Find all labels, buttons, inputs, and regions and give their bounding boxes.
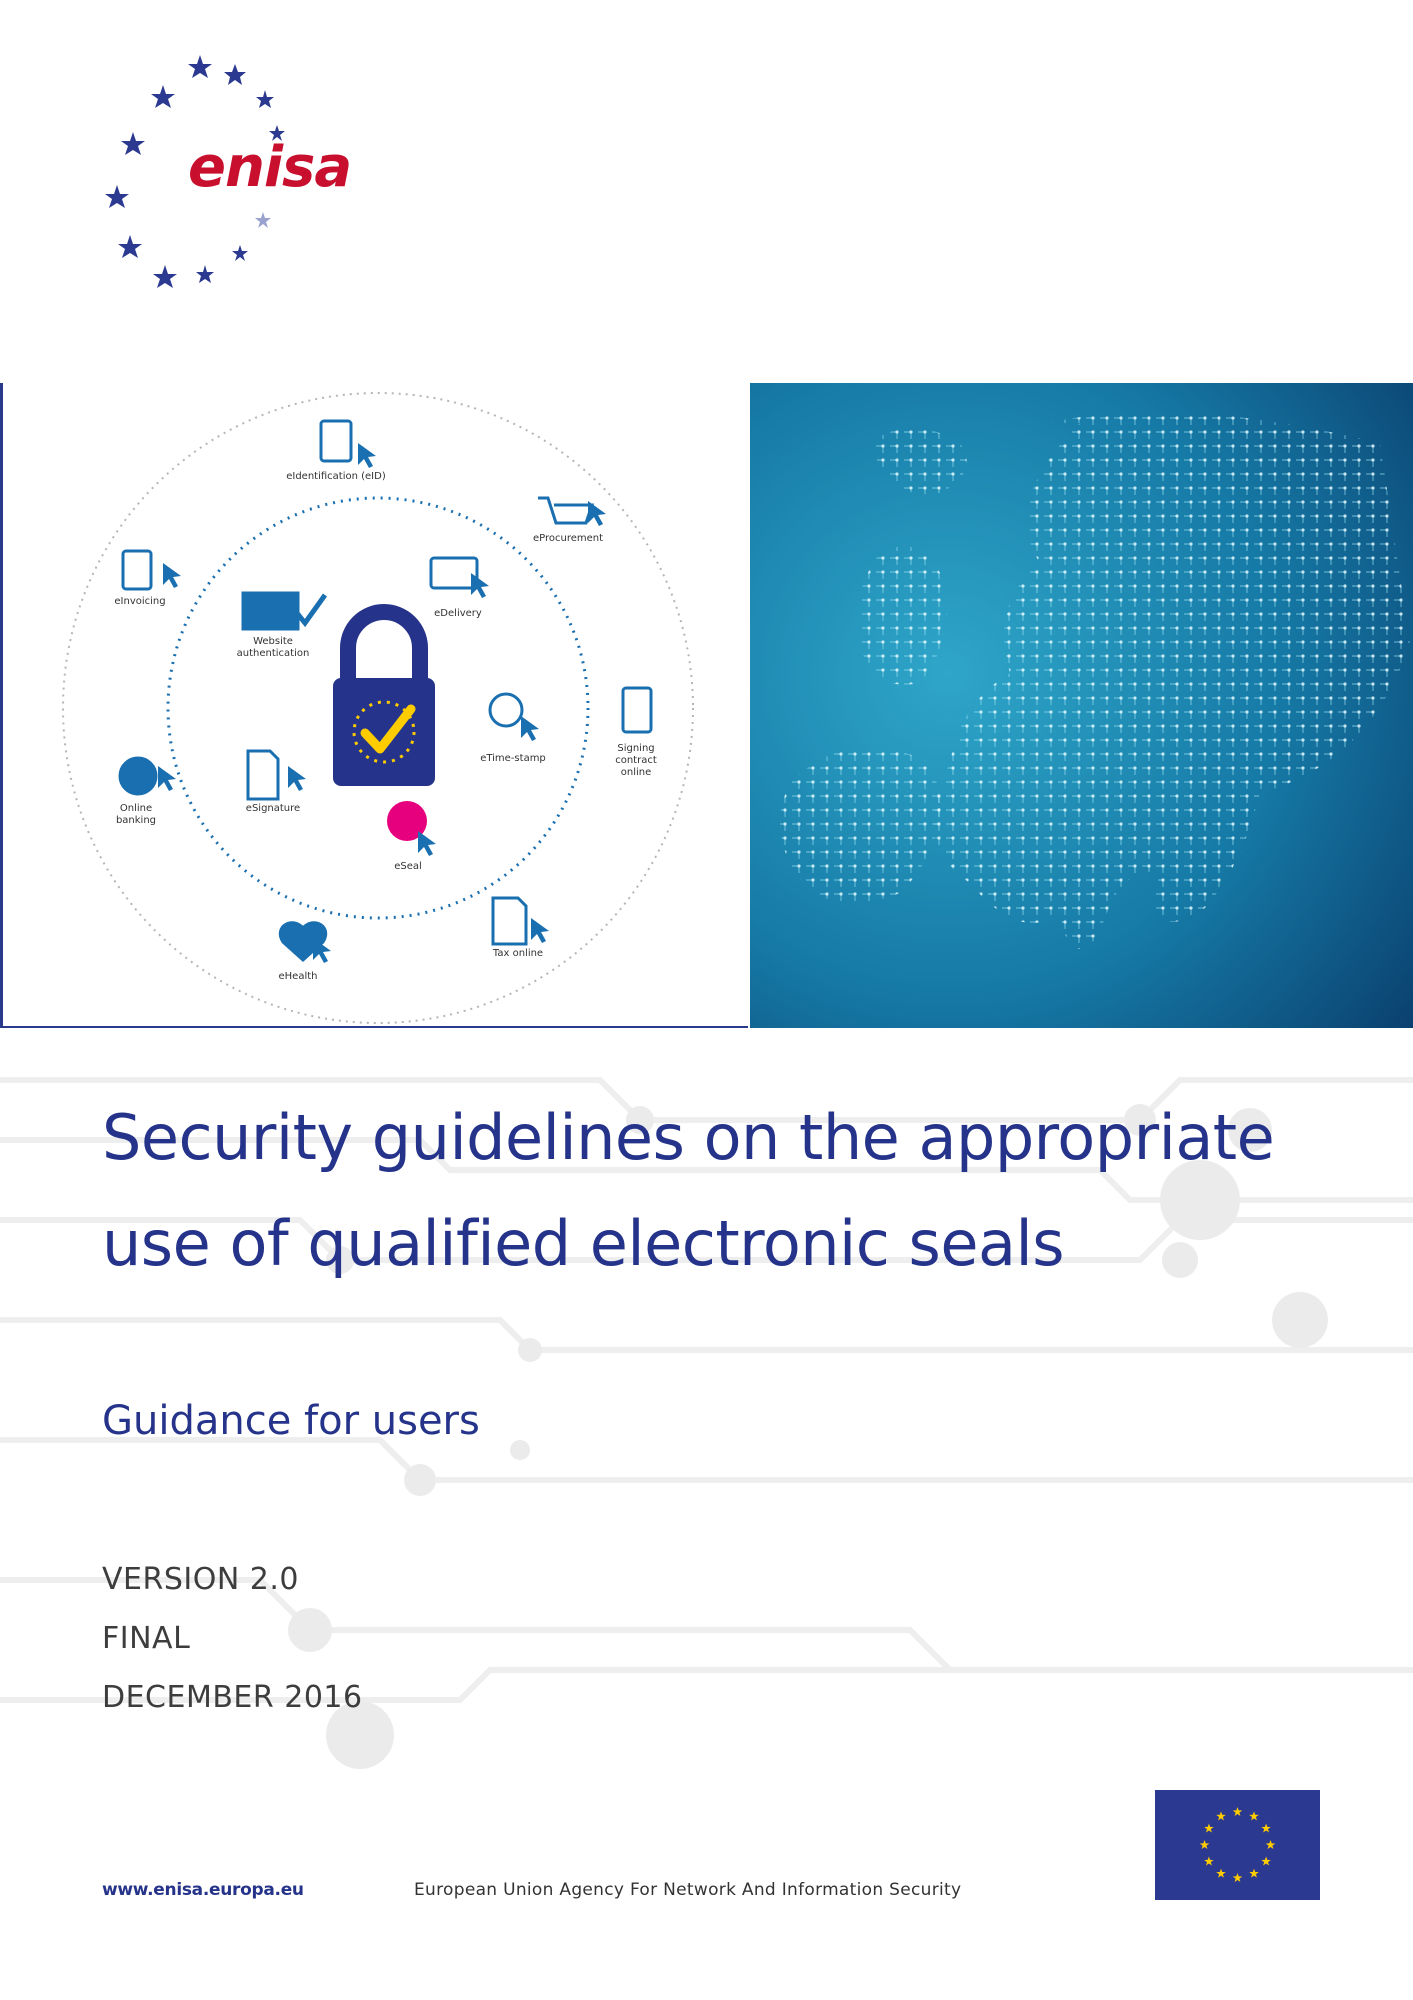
- service-label: eSignature: [245, 803, 301, 814]
- cursor-icon: [531, 918, 549, 943]
- service-label: Online banking: [115, 803, 157, 826]
- services-diagram: [0, 383, 748, 1028]
- heart-pulse-icon: [280, 923, 325, 960]
- logo-star-icon: [232, 245, 248, 261]
- tablet-pen-icon: [623, 688, 651, 732]
- signature-pen-icon: [248, 751, 278, 799]
- euro-document-icon: [123, 551, 151, 589]
- service-label: eProcurement: [532, 533, 604, 544]
- envelope-icon: [431, 558, 477, 588]
- agency-name: European Union Agency For Network And Information Security: [414, 1880, 962, 1900]
- page-subtitle: Guidance for users: [102, 1398, 480, 1444]
- service-label: eDelivery: [434, 608, 482, 619]
- monitor-check-icon: [243, 593, 298, 629]
- status-label: FINAL: [102, 1621, 191, 1656]
- service-label: eHealth: [278, 971, 318, 982]
- logo-star-icon: [224, 64, 246, 85]
- website-link[interactable]: www.enisa.europa.eu: [102, 1880, 304, 1900]
- cursor-icon: [163, 563, 181, 588]
- service-label: eSeal: [394, 861, 422, 872]
- cursor-icon: [471, 573, 489, 598]
- cursor-icon: [521, 716, 539, 741]
- cursor-icon: [158, 766, 176, 791]
- percent-document-icon: [493, 898, 526, 944]
- date-label: DECEMBER 2016: [102, 1680, 363, 1715]
- service-label: eInvoicing: [114, 596, 166, 607]
- service-label: Signing contract online: [615, 743, 657, 778]
- logo-star-icon: [151, 85, 175, 108]
- logo-star-icon: [196, 265, 214, 283]
- coins-icon: [120, 758, 156, 794]
- eu-flag-icon: [1155, 1790, 1320, 1900]
- shopping-cart-icon: [538, 498, 592, 523]
- cursor-icon: [588, 501, 606, 526]
- clock-icon: [490, 694, 522, 726]
- logo-star-icon: [256, 90, 274, 108]
- cursor-icon: [288, 766, 306, 791]
- enisa-logo-text: enisa: [188, 135, 352, 200]
- service-label: eTime-stamp: [480, 753, 546, 764]
- version-label: VERSION 2.0: [102, 1562, 300, 1597]
- page-title: Security guidelines on the appropriate use of qualified electronic seals: [102, 1101, 1275, 1280]
- service-label: eIdentification (eID): [286, 471, 386, 482]
- id-card-icon: [321, 421, 351, 461]
- logo-star-icon: [118, 235, 142, 258]
- cursor-icon: [358, 443, 376, 468]
- europe-circuit-map-image: [750, 383, 1413, 1028]
- logo-star-icon: [188, 55, 212, 78]
- logo-star-icon: [105, 185, 129, 208]
- padlock-eu-stars-icon: [333, 612, 435, 786]
- logo-star-icon: [121, 132, 145, 155]
- logo-star-icon: [153, 265, 177, 288]
- cursor-icon: [418, 831, 436, 856]
- service-label: Website authentication: [236, 636, 310, 659]
- service-label: Tax online: [492, 948, 544, 959]
- logo-star-icon: [255, 212, 271, 228]
